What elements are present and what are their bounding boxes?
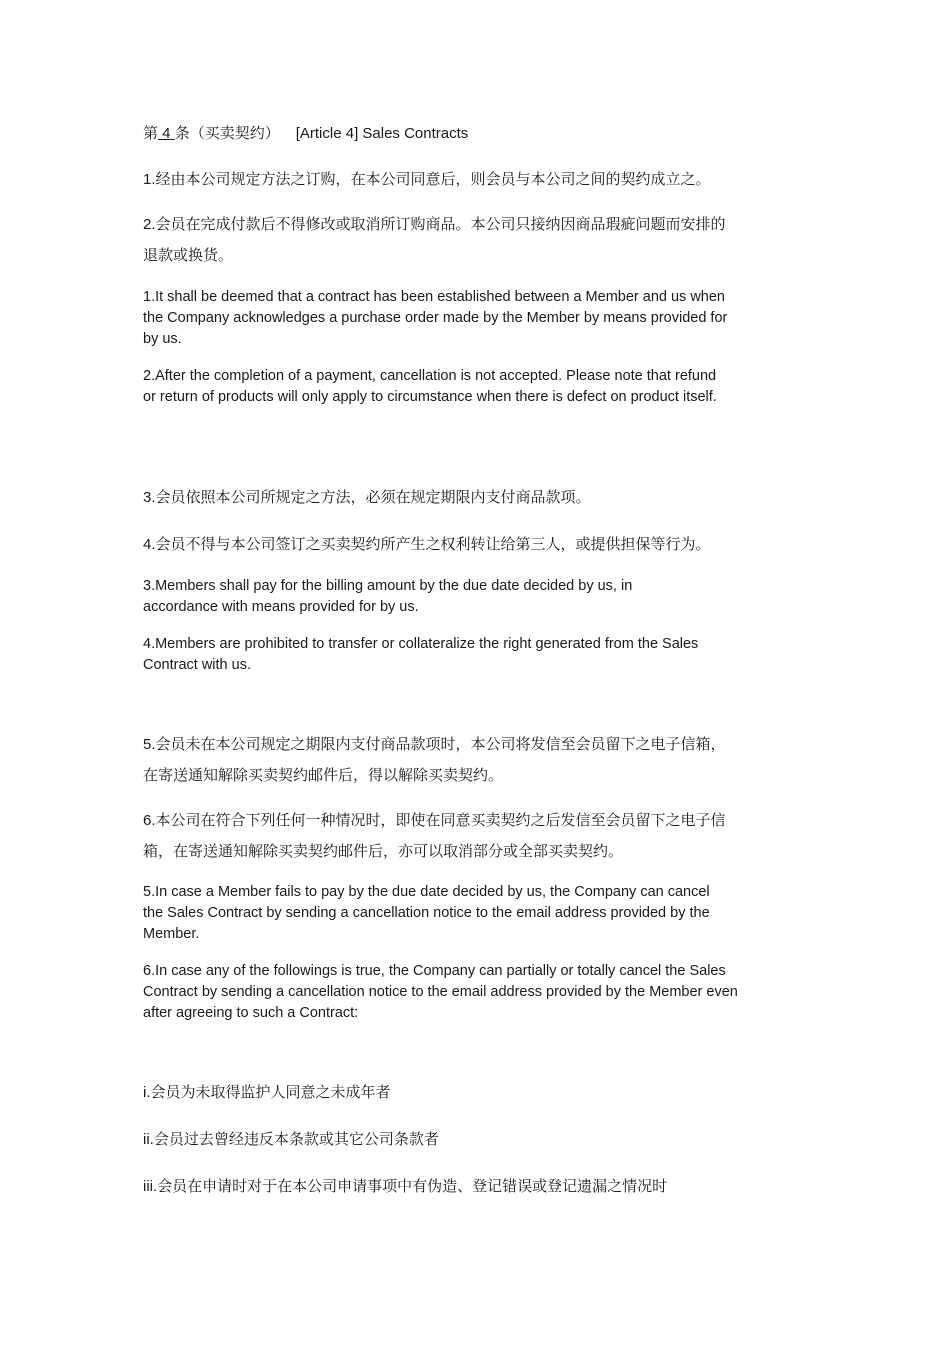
- paragraph-zh-3: 3.会员依照本公司所规定之方法，必须在规定期限内支付商品款项。: [143, 489, 591, 506]
- list-item-ii: ii.会员过去曾经违反本条款或其它公司条款者: [143, 1131, 439, 1148]
- list-item-i: i.会员为未取得监护人同意之未成年者: [143, 1084, 391, 1101]
- heading-english: [Article 4] Sales Contracts: [295, 125, 469, 142]
- paragraph-en-2: 2.After the completion of a payment, cancellation is not accepted. Please note that refund or return of products will only apply to circumstance when there is defect on product itself.: [143, 368, 717, 405]
- heading-prefix: 第: [143, 125, 159, 142]
- paragraph-zh-4: 4.会员不得与本公司签订之买卖契约所产生之权利转让给第三人，或提供担保等行为。: [143, 536, 711, 553]
- list-item-iii: iii.会员在申请时对于在本公司申请事项中有伪造、登记错误或登记遗漏之情况时: [143, 1178, 668, 1195]
- paragraph-en-3: 3.Members shall pay for the billing amount by the due date decided by us, in accordance with means provided for by us.: [143, 578, 633, 615]
- article-heading: [143, 124, 743, 144]
- paragraph-zh-6: 6.本公司在符合下列任何一种情况时，即使在同意买卖契约之后发信至会员留下之电子信箱，在寄送通知解除买卖契约邮件后，亦可以取消部分或全部买卖契约。: [143, 812, 726, 860]
- paragraph-en-4: 4.Members are prohibited to transfer or collateralize the right generated from the Sales Contract with us.: [143, 636, 699, 673]
- heading-suffix: 条（买卖契约）: [174, 125, 280, 142]
- paragraph-zh-5: 5.会员未在本公司规定之期限内支付商品款项时，本公司将发信至会员留下之电子信箱，在寄送通知解除买卖契约邮件后，得以解除买卖契约。: [143, 736, 726, 784]
- paragraph-zh-1: 1.经由本公司规定方法之订购，在本公司同意后，则会员与本公司之间的契约成立之。: [143, 171, 711, 188]
- paragraph-en-5: 5.In case a Member fails to pay by the due date decided by us, the Company can cancel the Sales Contract by sending a cancellation notice to the email address provided by the Member.: [143, 884, 710, 942]
- paragraph-en-1: 1.It shall be deemed that a contract has been established between a Member and us when the Company acknowledges a purchase order made by the Member by means provided for by us.: [143, 289, 728, 347]
- heading-number: 4: [158, 125, 175, 142]
- paragraph-en-6: 6.In case any of the followings is true, the Company can partially or totally cancel the Sales Contract by sending a cancellation notice to the email address provided by the Member even after agreeing to such a Contract:: [143, 963, 738, 1021]
- paragraph-zh-2: 2.会员在完成付款后不得修改或取消所订购商品。本公司只接纳因商品瑕疵问题而安排的退款或换货。: [143, 216, 726, 264]
